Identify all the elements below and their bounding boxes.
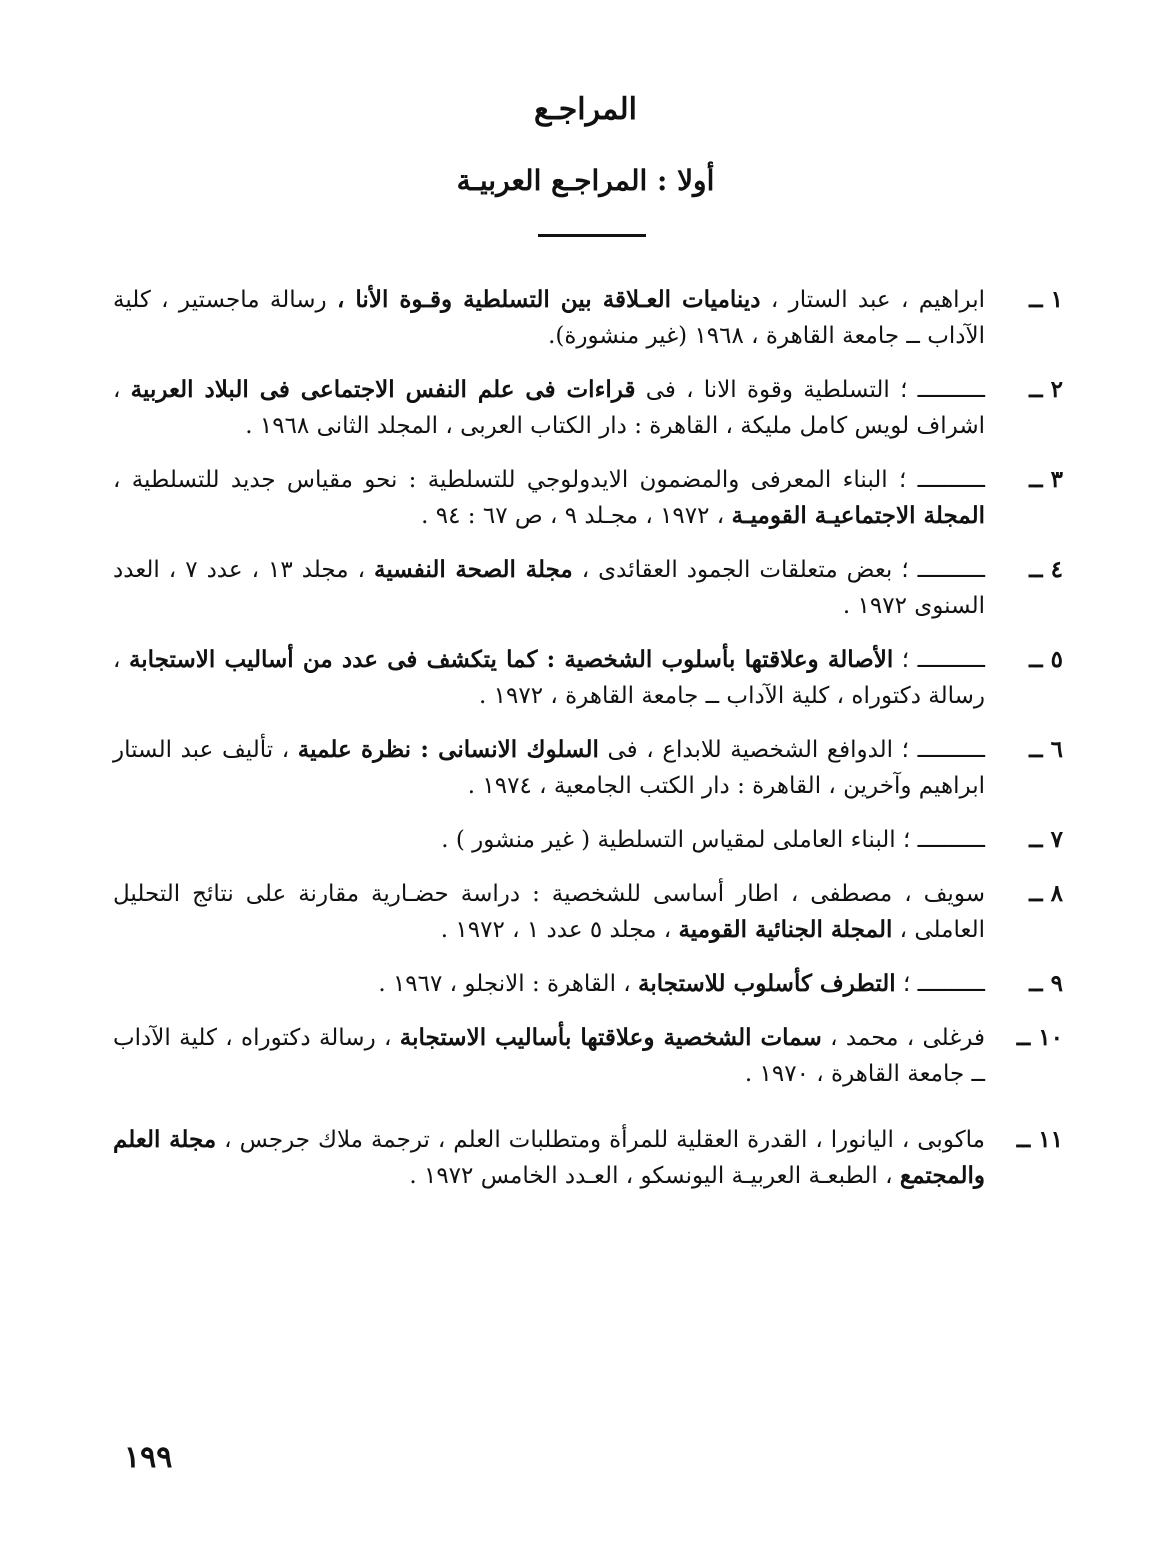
reference-text: سويف ، مصطفى ، اطار أساسى للشخصية : دراسة حضـارية مقارنة على نتائج التحليل العاملى ، (113, 881, 985, 943)
reference-details: ، مجلد ٥ عدد ١ ، ١٩٧٢ . (440, 917, 679, 943)
reference-details: ، القاهرة : الانجلو ، ١٩٦٧ . (378, 971, 638, 997)
reference-details: ، تأليف عبد الستار ابراهيم وآخرين ، القاهرة : دار الكتب الجامعية ، ١٩٧٤ . (113, 737, 985, 799)
reference-item (113, 372, 1063, 444)
reference-number: ٣ ــ (1029, 466, 1063, 493)
reference-item (113, 966, 1063, 1002)
reference-text: ابراهيم ، عبد الستار ، (760, 287, 985, 313)
page-title: المراجـع (533, 92, 637, 127)
reference-text: ماكوبى ، اليانورا ، القدرة العقلية للمرأة ومتطلبات العلم ، ترجمة ملاك جرجس ، (216, 1127, 985, 1153)
reference-item (113, 1122, 1063, 1194)
heading-underline (538, 234, 646, 237)
reference-number: ٢ ــ (1029, 376, 1063, 403)
reference-number: ٥ ــ (1029, 646, 1063, 673)
reference-item (113, 876, 1063, 948)
reference-title: قراءات فى علم النفس الاجتماعى فى البلاد العربية (130, 376, 636, 403)
reference-item (113, 732, 1063, 804)
reference-details: ، مجلد ١٣ ، عدد ٧ ، العدد السنوى ١٩٧٢ . (113, 557, 985, 619)
reference-item (113, 822, 1063, 858)
reference-title: مجلة العلم والمجتمع (113, 1126, 985, 1189)
reference-list (113, 282, 1063, 1194)
reference-number: ١ ــ (1029, 286, 1063, 313)
reference-title: مجلة الصحة النفسية (373, 556, 573, 583)
reference-title: سمات الشخصية وعلاقتها بأساليب الاستجابة (399, 1024, 822, 1051)
reference-title: المجلة الجنائية القومية (678, 916, 893, 943)
reference-details: رسالة ماجستير ، كلية الآداب ــ جامعة القاهرة ، ١٩٦٨ (غير منشورة). (113, 287, 985, 349)
reference-title: المجلة الاجتماعيـة القوميـة (731, 502, 985, 529)
reference-title: الأصالة وعلاقتها بأسلوب الشخصية : كما يتكشف فى عدد من أساليب الاستجابة (128, 646, 894, 673)
reference-text: ــــــــــ ؛ بعض متعلقات الجمود العقائدى ، (572, 557, 985, 583)
reference-number: ١٠ ــ (1016, 1024, 1063, 1051)
reference-text: ــــــــــ ؛ (893, 647, 985, 673)
reference-text: ــــــــــ ؛ البناء المعرفى والمضمون الايدولوجي للتسلطية : نحو مقياس جديد للتسلطية ، (113, 467, 985, 493)
reference-item (113, 552, 1063, 624)
reference-title: التطرف كأسلوب للاستجابة (638, 970, 896, 997)
reference-details: ، الطبعـة العربيـة اليونسكو ، العـدد الخامس ١٩٧٢ . (409, 1163, 900, 1189)
reference-item (113, 1020, 1063, 1092)
reference-text: ــــــــــ ؛ (895, 971, 985, 997)
reference-details: ، اشراف لويس كامل مليكة ، القاهرة : دار الكتاب العربى ، المجلد الثانى ١٩٦٨ . (113, 377, 985, 439)
reference-text: ــــــــــ ؛ التسلطية وقوة الانا ، فى (635, 377, 985, 403)
reference-text: ــــــــــ ؛ الدوافع الشخصية للابداع ، فى (598, 737, 986, 763)
reference-number: ٨ ــ (1029, 880, 1063, 907)
reference-item (113, 282, 1063, 354)
reference-item (113, 642, 1063, 714)
reference-text: فرغلى ، محمد ، (821, 1025, 985, 1051)
reference-title: ديناميات العـلاقة بين التسلطية وقـوة الأنا ، (336, 286, 761, 313)
reference-number: ٧ ــ (1029, 826, 1063, 853)
reference-number: ١١ ــ (1016, 1126, 1063, 1153)
page-number: ١٩٩ (124, 1440, 173, 1475)
reference-number: ٩ ــ (1029, 970, 1063, 997)
reference-title: السلوك الانسانى : نظرة علمية (297, 736, 599, 763)
reference-number: ٤ ــ (1029, 556, 1063, 583)
reference-number: ٦ ــ (1029, 736, 1063, 763)
reference-item (113, 462, 1063, 534)
reference-details: ، رسالة دكتوراه ، كلية الآداب ــ جامعة القاهرة ، ١٩٧٢ . (113, 647, 985, 709)
section-heading: أولا : المراجـع العربيـة (456, 164, 715, 197)
reference-details: ، رسالة دكتوراه ، كلية الآداب ــ جامعة القاهرة ، ١٩٧٠ . (113, 1025, 985, 1087)
reference-text: ــــــــــ ؛ البناء العاملى لمقياس التسلطية ( غير منشور ) . (441, 827, 985, 853)
reference-details: ، ١٩٧٢ ، مجـلد ٩ ، ص ٦٧ : ٩٤ . (421, 503, 732, 529)
